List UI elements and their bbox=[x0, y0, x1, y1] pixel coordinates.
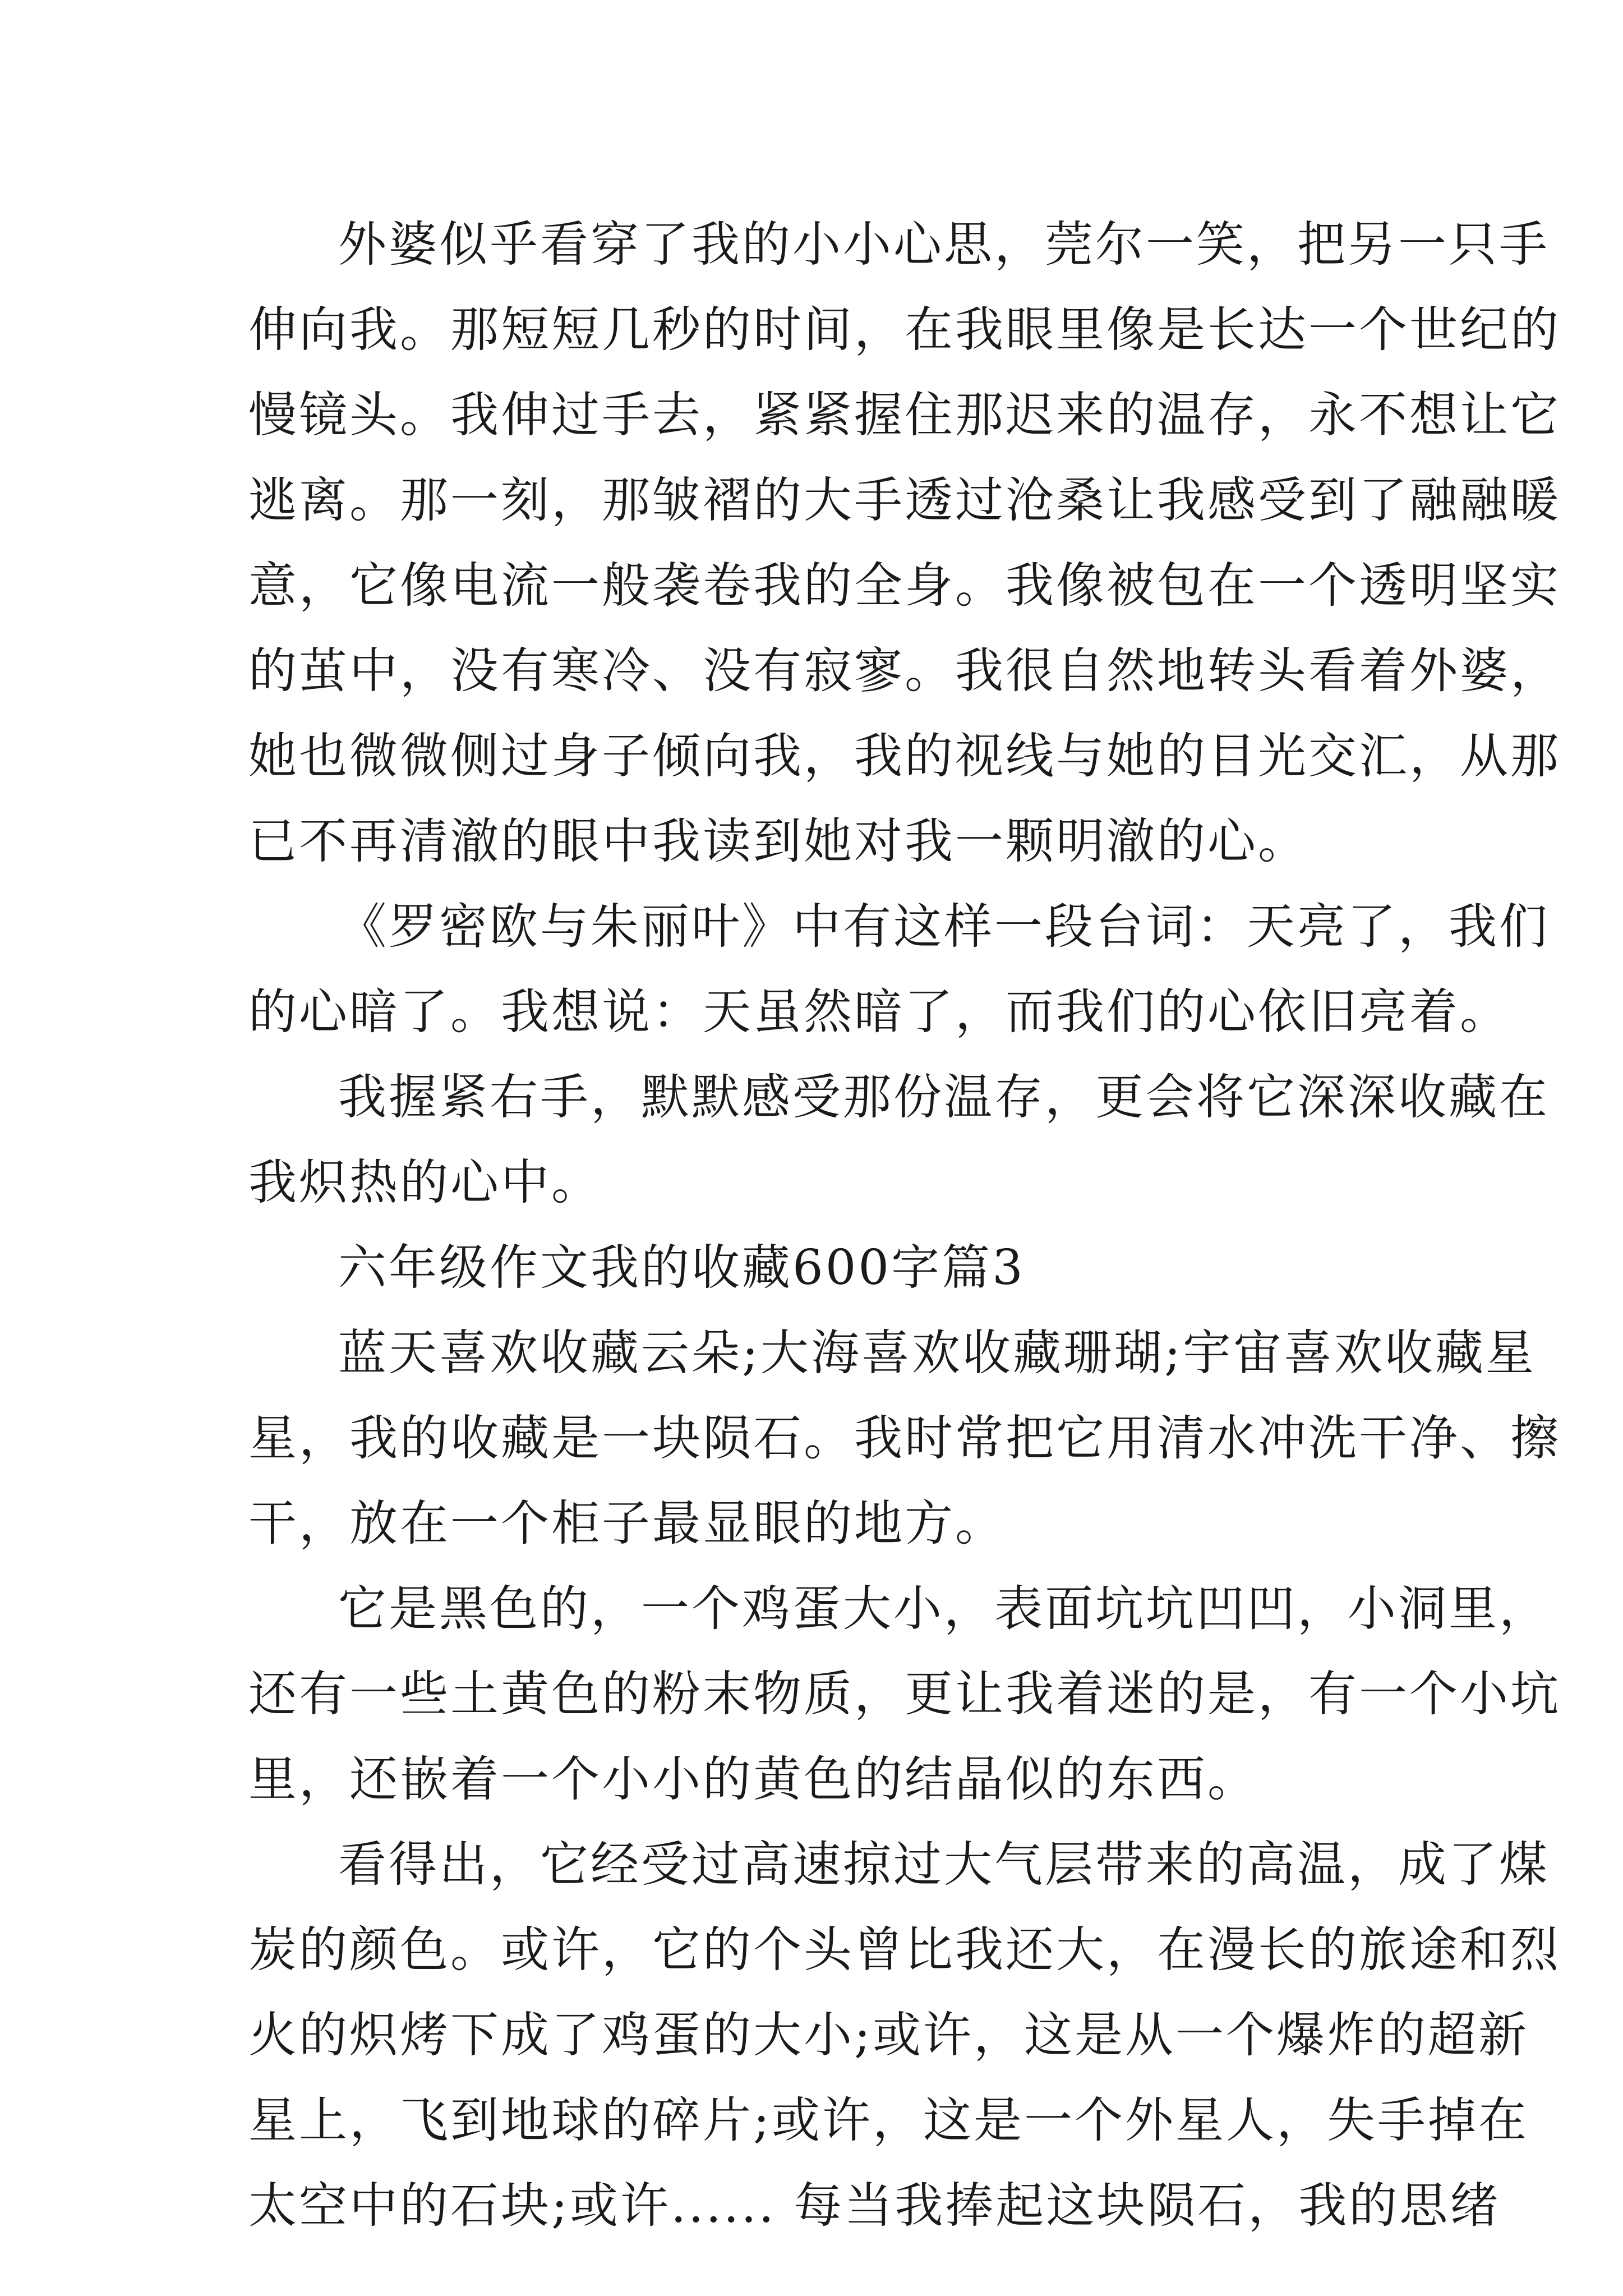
text-line: 逃离。那一刻，那皱褶的大手透过沧桑让我感受到了融融暖 bbox=[248, 472, 1561, 528]
text-line: 伸向我。那短短几秒的时间，在我眼里像是长达一个世纪的 bbox=[248, 302, 1561, 358]
text-line: 《罗密欧与朱丽叶》中有这样一段台词：天亮了，我们 bbox=[338, 899, 1550, 955]
text-line: 意，它像电流一般袭卷我的全身。我像被包在一个透明坚实 bbox=[248, 558, 1561, 614]
text-line: 外婆似乎看穿了我的小小心思，莞尔一笑，把另一只手 bbox=[338, 217, 1550, 273]
text-line: 她也微微侧过身子倾向我，我的视线与她的目光交汇，从那 bbox=[248, 728, 1561, 784]
paragraph-meteorite-description bbox=[248, 1566, 1561, 1822]
text-line: 慢镜头。我伸过手去，紧紧握住那迟来的温存，永不想让它 bbox=[248, 387, 1561, 443]
text-line: 星，我的收藏是一块陨石。我时常把它用清水冲洗干净、擦 bbox=[248, 1410, 1561, 1466]
section-title: 六年级作文我的收藏600字篇3 bbox=[338, 1240, 1025, 1296]
text-line: 的心暗了。我想说：天虽然暗了，而我们的心依旧亮着。 bbox=[248, 984, 1510, 1040]
section-heading bbox=[248, 1225, 1426, 1310]
paragraph-romeo-juliet bbox=[248, 884, 1550, 1055]
text-line: 太空中的石块;或许...... 每当我捧起这块陨石，我的思绪 bbox=[248, 2178, 1501, 2234]
text-line: 已不再清澈的眼中我读到她对我一颗明澈的心。 bbox=[248, 813, 1308, 869]
text-line: 的茧中，没有寒冷、没有寂寥。我很自然地转头看着外婆， bbox=[248, 643, 1561, 699]
text-line: 看得出，它经受过高速掠过大气层带来的高温，成了煤 bbox=[338, 1837, 1550, 1893]
text-line: 星上，飞到地球的碎片;或许，这是一个外星人，失手掉在 bbox=[248, 2092, 1529, 2148]
text-line: 干，放在一个柜子最显眼的地方。 bbox=[248, 1496, 1006, 1552]
text-line: 炭的颜色。或许，它的个头曾比我还大，在漫长的旅途和烈 bbox=[248, 1922, 1561, 1978]
text-line: 它是黑色的，一个鸡蛋大小，表面坑坑凹凹，小洞里， bbox=[338, 1581, 1550, 1637]
paragraph-collection-intro bbox=[248, 1310, 1561, 1566]
text-line: 火的炽烤下成了鸡蛋的大小;或许，这是从一个爆炸的超新 bbox=[248, 2007, 1529, 2063]
text-line: 我握紧右手，默默感受那份温存，更会将它深深收藏在 bbox=[338, 1069, 1550, 1125]
paragraph-right-hand bbox=[248, 1055, 1550, 1225]
text-line: 我炽热的心中。 bbox=[248, 1154, 602, 1211]
text-line: 还有一些土黄色的粉末物质，更让我着迷的是，有一个小坑 bbox=[248, 1666, 1561, 1722]
document-body bbox=[248, 202, 1561, 2248]
paragraph-grandma-hand bbox=[248, 202, 1561, 884]
text-line: 里，还嵌着一个小小的黄色的结晶似的东西。 bbox=[248, 1751, 1258, 1807]
text-line: 蓝天喜欢收藏云朵;大海喜欢收藏珊瑚;宇宙喜欢收藏星 bbox=[338, 1325, 1536, 1381]
paragraph-meteorite-imagination bbox=[248, 1822, 1561, 2248]
